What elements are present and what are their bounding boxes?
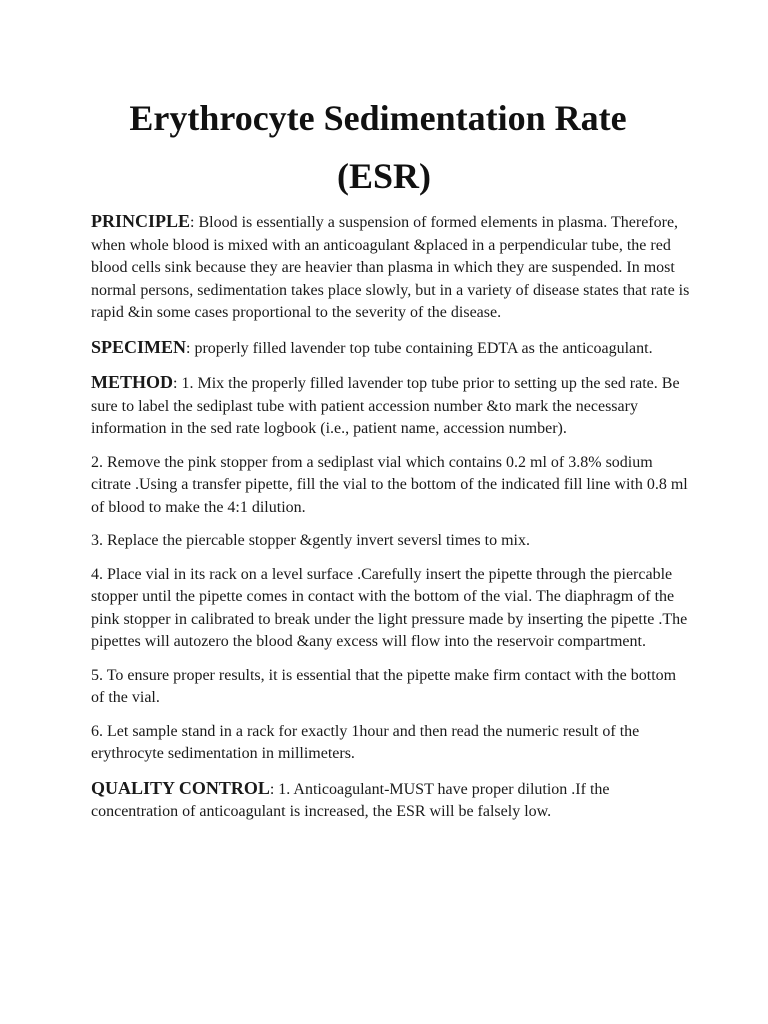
quality-control-paragraph: [91, 777, 691, 824]
principle-text: : Blood is essentially a suspension of formed elements in plasma. Therefore, when whole blood is mixed with an anticoagulant &placed in a perpendicular tube, the red blood cells sink because they are heavier than plasma in which they are suspended. In most normal persons, sedimentation takes place slowly, but in a variety of disease states that rate is rapid &in some cases proportional to the severity of the disease.: [91, 214, 690, 321]
document-title-line-1: Erythrocyte Sedimentation Rate: [129, 98, 627, 138]
method-heading: METHOD: [91, 372, 174, 392]
quality-control-heading: QUALITY CONTROL: [91, 777, 270, 798]
specimen-heading: SPECIMEN: [91, 336, 187, 357]
principle-paragraph: [91, 210, 691, 325]
method-paragraph: [91, 371, 691, 441]
method-step-2: 2. Remove the pink stopper from a sediplast vial which contains 0.2 ml of 3.8% sodium citrate .Using a transfer pipette, fill the vial to the bottom of the indicated fill line with 0.8 ml of blood to make the 4:1 dilution.: [91, 453, 688, 516]
document-title-line-2: (ESR): [336, 156, 431, 196]
document-body: [91, 210, 691, 835]
specimen-text: : properly filled lavender top tube containing EDTA as the anticoagulant.: [186, 339, 653, 357]
quality-control-text: : 1. Anticoagulant-MUST have proper dilution .If the concentration of anticoagulant is increased, the ESR will be falsely low.: [91, 780, 610, 820]
method-step-3: 3. Replace the piercable stopper &gently invert seversl times to mix.: [91, 532, 530, 549]
method-step-6: 6. Let sample stand in a rack for exactly 1hour and then read the numeric result of the erythrocyte sedimentation in millimeters.: [91, 722, 640, 762]
specimen-paragraph: [91, 336, 691, 361]
principle-heading: PRINCIPLE: [91, 211, 191, 231]
method-text: : 1. Mix the properly filled lavender top tube prior to setting up the sed rate. Be sure to label the sediplast tube with patient accession number &to mark the necessary information in the sed rate logbook (i.e., patient name, accession number).: [91, 375, 680, 437]
method-step-4: 4. Place vial in its rack on a level surface .Carefully insert the pipette through the piercable stopper until the pipette comes in contact with the bottom of the vial. The diaphragm of the pink stopper in calibrated to break under the light pressure made by inserting the pipette .The pipettes will autozero the blood &any excess will flow into the reservoir compartment.: [91, 565, 688, 650]
method-step-5: 5. To ensure proper results, it is essential that the pipette make firm contact with the bottom of the vial.: [91, 666, 677, 706]
